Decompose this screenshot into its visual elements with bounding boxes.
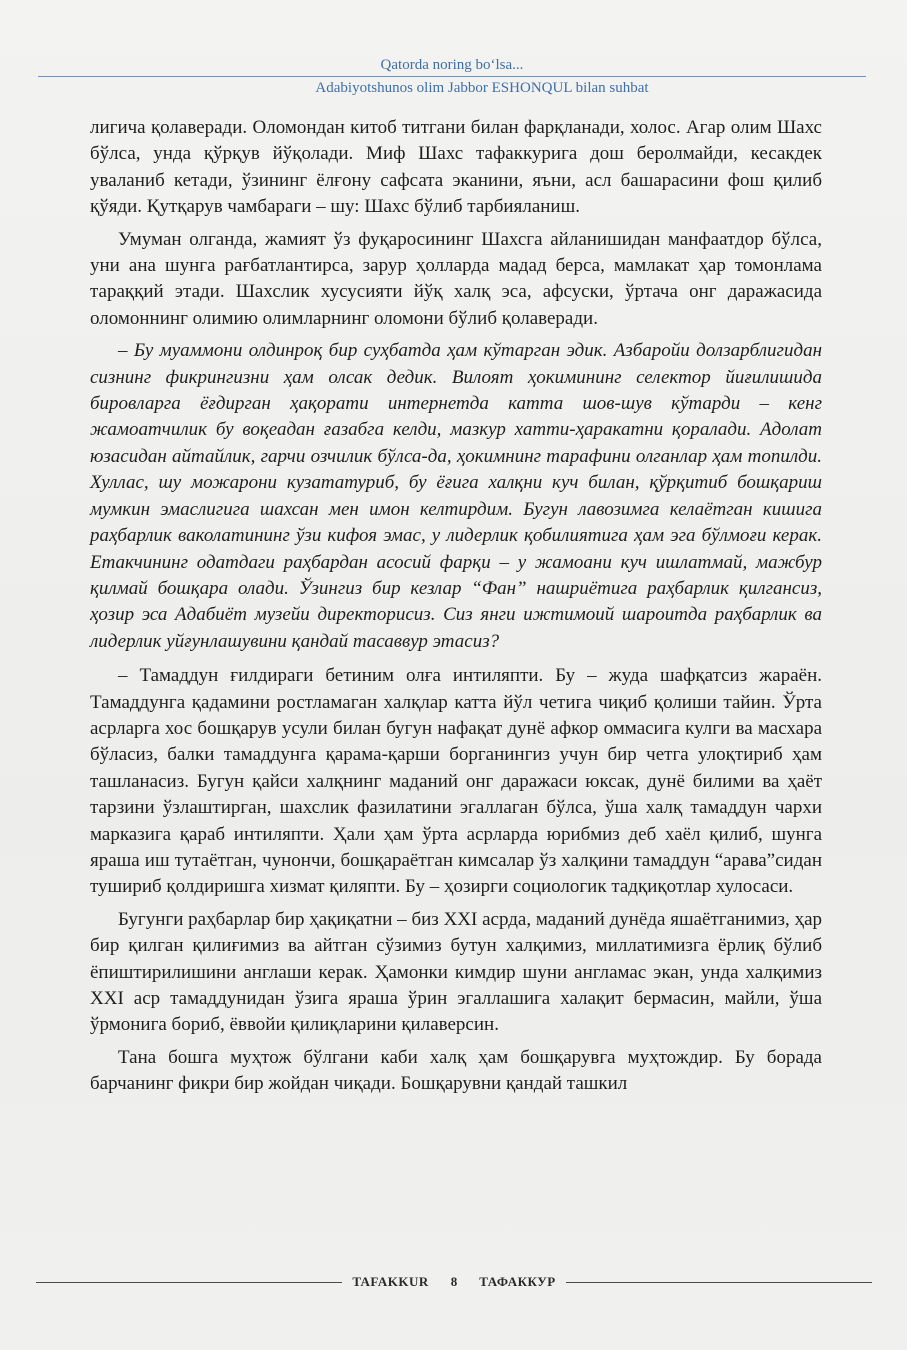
paragraph: Тана бошга муҳтож бўлгани каби халқ ҳам бошқарувга муҳтождир. Бу борада барчанинг фикри бир жойдан чиқади. Бошқарувни қандай ташкил	[90, 1046, 822, 1095]
page-number: 8	[450, 1274, 458, 1289]
header-subtitle: Adabiyotshunos olim Jabbor ESHONQUL bilan suhbat	[315, 80, 649, 96]
paragraph: Бугунги раҳбарлар бир ҳақиқатни – биз ХХI асрда, маданий дунёда яшаётганимиз, ҳар бир қилган қилиғимиз ва айтган сўзимиз бутун халқимиз, миллатимизга ёрлиқ бўлиб ёпиштирилишини англаши керак. Ҳамонки кимдир шуни англамас экан, унда халқимиз ХХI аср тамаддунидан ўзига яраша ўрин эгаллашига халақит бермасин, майли, ўша ўрмонига бориб, ёввойи қилиқларини қилаверсин.	[90, 908, 822, 1036]
page-footer	[36, 1270, 872, 1294]
footer-rule-left	[36, 1282, 342, 1283]
interview-question: – Бу муаммони олдинроқ бир суҳбатда ҳам кўтарган эдик. Азбаройи долзарблигидан сизнинг фикрингизни ҳам олсак дедик. Вилоят ҳокимининг селектор йиғилишида бировларга ёғдирган ҳақорати интернетда катта шов-шув кўтарди – кенг жамоатчилик бу воқеадан ғазабга келди, мазкур хатти-ҳаракатни қоралади. Адолат юзасидан айтайлик, гарчи озчилик бўлса-да, ҳокимнинг тарафини олганлар ҳам топилди. Хуллас, шу можарони кузататуриб, бу ёғига халқни куч билан, қўрқитиб бошқариш мумкин эмаслигига шахсан мен имон келтирдим. Бугун лавозимга келаётган кишига раҳбарлик ваколатининг ўзи кифоя эмас, у лидерлик қобилиятига ҳам эга бўлмоғи керак. Етакчининг одатдаги раҳбардан асосий фарқи – у жамоани куч ишлатмай, мажбур қилмай бошқара олади. Ўзингиз бир кезлар “Фан” нашриётига раҳбарлик қилгансиз, ҳозир эса Адабиёт музейи директорисиз. Сиз янги ижтимоий шароитда раҳбарлик ва лидерлик уйғунлашувини қандай тасаввур этасиз?	[90, 340, 822, 652]
interview-answer: – Тамаддун ғилдираги бетиним олға интиляпти. Бу – жуда шафқатсиз жараён. Тамаддунга қадамини ростламаган халқлар катта йўл четига чиқиб қолиши тайин. Ўрта асрларга хос бошқарув усули билан бугун нафақат дунё афкор оммасига кулги ва масхара бўласиз, балки тамаддунга қарама-қарши борганингиз учун бир четга улоқтириб ҳам ташланасиз. Бугун қайси халқнинг маданий онг даражаси юксак, дунё билими ва ҳаёт тарзини ўзлаштирган, шахслик фазилатини эгаллаган бўлса, ўша халқ тамаддун чархи марказига қараб интиляпти. Ҳали ҳам ўрта асрларда юрибмиз деб хаёл қилиб, шунга яраша иш тутаётган, чунончи, бошқараётган кимсалар ўз халқини тамаддун “арава”сидан тушириб қолдиришга хизмат қиляпти. Бу – ҳозирги социологик тадқиқотлар хулосаси.	[90, 665, 822, 898]
article-body	[90, 115, 822, 1104]
paragraph: Умуман олганда, жамият ўз фуқаросининг Шахсга айланишидан манфаатдор бўлса, уни ана шунга рағбатлантирса, зарур ҳолларда мадад берса, мамлакат ҳар томонлама тараққий этади. Шахслик хусусияти йўқ халқ эса, афсуски, ўртача онг даражасида оломоннинг олимию олимларнинг оломони бўлиб қолаверади.	[90, 228, 822, 329]
header-title: Qatorda noring bo‘lsa...	[380, 57, 524, 73]
footer-rule-right	[566, 1282, 872, 1283]
paragraph: лигича қолаверади. Оломондан китоб титгани билан фарқланади, холос. Агар олим Шахс бўлса, унда қўрқув йўқолади. Миф Шахс тафаккурига дош беролмайди, кесакдек уваланиб кетади, ўзининг ёлғону сафсата эканини, яъни, асл башарасини фош қилиб қўяди. Қутқарув чамбараги – шу: Шахс бўлиб тарбияланиш.	[90, 117, 822, 218]
running-header	[38, 55, 866, 97]
footer-magazine-name-cyrillic: ТАФАККУР	[479, 1274, 556, 1289]
header-rule	[38, 76, 866, 77]
footer-magazine-name-latin: TAFAKKUR	[352, 1274, 429, 1289]
